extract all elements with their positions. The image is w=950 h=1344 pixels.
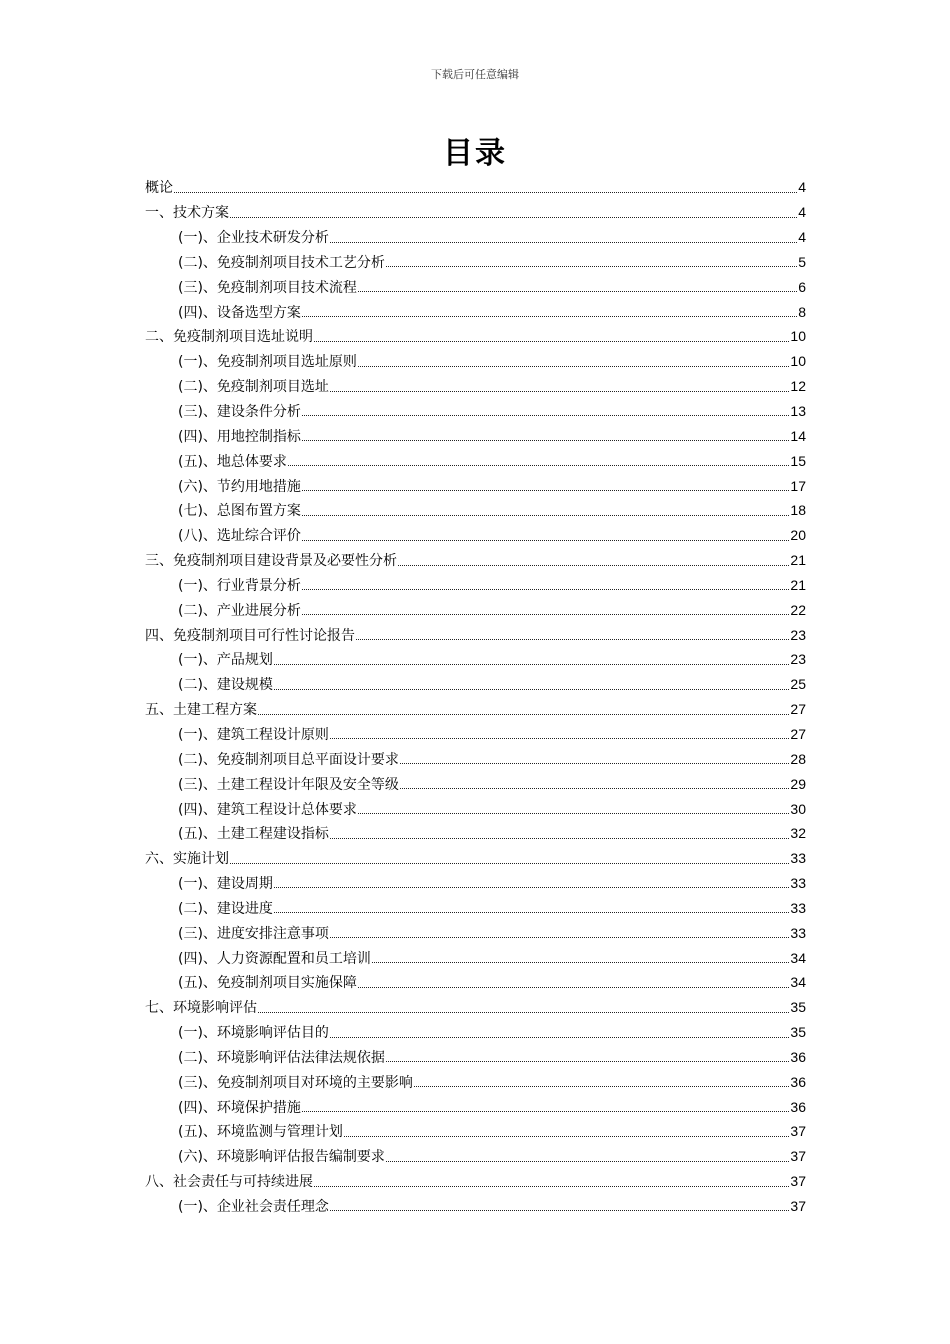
toc-entry[interactable] xyxy=(145,1119,806,1144)
toc-entry[interactable] xyxy=(145,1020,806,1045)
toc-entry-page-number: 33 xyxy=(790,850,806,867)
toc-entry-title: 五、土建工程方案 xyxy=(145,702,257,719)
toc-entry-page-number: 17 xyxy=(790,477,806,494)
dot-leader xyxy=(274,887,789,888)
dot-leader xyxy=(314,341,789,342)
toc-entry-page-number: 37 xyxy=(790,1123,806,1140)
toc-entry-title: (二)、建设进度 xyxy=(178,900,273,917)
toc-entry[interactable] xyxy=(145,448,806,473)
toc-entry[interactable] xyxy=(145,423,806,448)
dot-leader xyxy=(330,242,797,243)
dot-leader xyxy=(356,639,789,640)
toc-entry-title: 六、实施计划 xyxy=(145,851,229,868)
toc-entry[interactable] xyxy=(145,746,806,771)
page-title: 目录 xyxy=(443,136,507,171)
dot-leader xyxy=(358,366,789,367)
toc-entry-page-number: 36 xyxy=(790,1098,806,1115)
toc-entry-title: (二)、环境影响评估法律法规依据 xyxy=(178,1049,385,1066)
dot-leader xyxy=(230,217,797,218)
toc-entry-title: (一)、企业技术研发分析 xyxy=(178,230,329,247)
toc-entry-title: (一)、建设周期 xyxy=(178,876,273,893)
toc-entry[interactable] xyxy=(145,523,806,548)
toc-entry[interactable] xyxy=(145,796,806,821)
toc-entry-page-number: 27 xyxy=(790,701,806,718)
toc-entry-page-number: 20 xyxy=(790,527,806,544)
page-header: 下载后可任意编辑 xyxy=(431,68,519,81)
dot-leader xyxy=(358,291,797,292)
dot-leader xyxy=(372,962,789,963)
toc-entry-page-number: 4 xyxy=(798,179,806,196)
toc-entry-page-number: 4 xyxy=(798,229,806,246)
toc-entry[interactable] xyxy=(145,175,806,200)
dot-leader xyxy=(302,515,789,516)
dot-leader xyxy=(302,614,789,615)
toc-entry[interactable] xyxy=(145,622,806,647)
toc-entry-title: (六)、节约用地措施 xyxy=(178,478,301,495)
toc-entry[interactable] xyxy=(145,995,806,1020)
toc-entry[interactable] xyxy=(145,920,806,945)
toc-entry-page-number: 32 xyxy=(790,825,806,842)
dot-leader xyxy=(358,987,789,988)
dot-leader xyxy=(386,266,797,267)
dot-leader xyxy=(330,1210,789,1211)
dot-leader xyxy=(302,540,789,541)
toc-entry[interactable] xyxy=(145,1069,806,1094)
toc-entry[interactable] xyxy=(145,374,806,399)
toc-entry-page-number: 33 xyxy=(790,899,806,916)
toc-entry[interactable] xyxy=(145,697,806,722)
toc-entry[interactable] xyxy=(145,672,806,697)
toc-entry-page-number: 36 xyxy=(790,1048,806,1065)
toc-entry-title: (五)、环境监测与管理计划 xyxy=(178,1124,343,1141)
dot-leader xyxy=(302,415,789,416)
toc-entry-title: 八、社会责任与可持续进展 xyxy=(145,1174,313,1191)
toc-entry[interactable] xyxy=(145,498,806,523)
toc-entry[interactable] xyxy=(145,945,806,970)
toc-entry-title: (三)、免疫制剂项目对环境的主要影响 xyxy=(178,1074,413,1091)
dot-leader xyxy=(414,1086,789,1087)
toc-entry[interactable] xyxy=(145,274,806,299)
toc-entry[interactable] xyxy=(145,299,806,324)
toc-entry-title: (一)、免疫制剂项目选址原则 xyxy=(178,354,357,371)
dot-leader xyxy=(344,1136,789,1137)
toc-entry[interactable] xyxy=(145,473,806,498)
dot-leader xyxy=(358,813,789,814)
dot-leader xyxy=(330,937,789,938)
toc-entry-page-number: 37 xyxy=(790,1198,806,1215)
toc-entry-title: (二)、产业进展分析 xyxy=(178,602,301,619)
dot-leader xyxy=(330,391,789,392)
toc-entry-page-number: 34 xyxy=(790,949,806,966)
toc-entry-title: 概论 xyxy=(145,180,173,197)
toc-entry-title: (三)、进度安排注意事项 xyxy=(178,925,329,942)
toc-entry[interactable] xyxy=(145,573,806,598)
toc-entry-title: (三)、建设条件分析 xyxy=(178,404,301,421)
dot-leader xyxy=(314,1186,789,1187)
toc-entry[interactable] xyxy=(145,1194,806,1219)
toc-entry-page-number: 30 xyxy=(790,800,806,817)
dot-leader xyxy=(258,1012,789,1013)
table-of-contents xyxy=(145,175,806,1218)
toc-entry-title: (四)、建筑工程设计总体要求 xyxy=(178,801,357,818)
toc-entry-title: (一)、产品规划 xyxy=(178,652,273,669)
toc-entry-title: (四)、环境保护措施 xyxy=(178,1099,301,1116)
dot-leader xyxy=(274,689,789,690)
dot-leader xyxy=(330,838,789,839)
toc-entry-page-number: 15 xyxy=(790,452,806,469)
toc-entry[interactable] xyxy=(145,722,806,747)
toc-entry-page-number: 37 xyxy=(790,1148,806,1165)
toc-entry-title: (四)、人力资源配置和员工培训 xyxy=(178,950,371,967)
toc-entry-page-number: 13 xyxy=(790,403,806,420)
dot-leader xyxy=(274,664,789,665)
dot-leader xyxy=(230,863,789,864)
toc-entry[interactable] xyxy=(145,821,806,846)
dot-leader xyxy=(288,465,789,466)
toc-entry[interactable] xyxy=(145,349,806,374)
dot-leader xyxy=(302,440,789,441)
toc-entry-page-number: 18 xyxy=(790,502,806,519)
toc-entry-page-number: 33 xyxy=(790,924,806,941)
toc-entry-title: (五)、土建工程建设指标 xyxy=(178,826,329,843)
toc-entry-page-number: 4 xyxy=(798,204,806,221)
toc-entry[interactable] xyxy=(145,771,806,796)
toc-entry[interactable] xyxy=(145,1094,806,1119)
toc-entry-title: (八)、选址综合评价 xyxy=(178,528,301,545)
toc-entry-page-number: 5 xyxy=(798,253,806,270)
toc-entry[interactable] xyxy=(145,399,806,424)
toc-entry[interactable] xyxy=(145,1144,806,1169)
dot-leader xyxy=(302,316,797,317)
toc-entry-title: (五)、地总体要求 xyxy=(178,453,287,470)
dot-leader xyxy=(302,490,789,491)
toc-entry-page-number: 6 xyxy=(798,278,806,295)
toc-entry-page-number: 22 xyxy=(790,601,806,618)
toc-entry[interactable] xyxy=(145,895,806,920)
toc-entry-page-number: 35 xyxy=(790,999,806,1016)
toc-entry-title: (四)、用地控制指标 xyxy=(178,428,301,445)
toc-entry-page-number: 10 xyxy=(790,353,806,370)
dot-leader xyxy=(386,1061,789,1062)
toc-entry-page-number: 12 xyxy=(790,378,806,395)
toc-entry-title: (二)、建设规模 xyxy=(178,677,273,694)
toc-entry[interactable] xyxy=(145,324,806,349)
toc-entry-page-number: 8 xyxy=(798,303,806,320)
toc-entry[interactable] xyxy=(145,225,806,250)
toc-entry[interactable] xyxy=(145,1045,806,1070)
toc-entry-page-number: 36 xyxy=(790,1073,806,1090)
toc-entry-page-number: 25 xyxy=(790,676,806,693)
toc-entry-title: (一)、建筑工程设计原则 xyxy=(178,726,329,743)
toc-entry-title: 一、技术方案 xyxy=(145,205,229,222)
toc-entry-page-number: 10 xyxy=(790,328,806,345)
dot-leader xyxy=(330,1037,789,1038)
toc-entry-page-number: 23 xyxy=(790,651,806,668)
dot-leader xyxy=(398,565,789,566)
dot-leader xyxy=(174,192,797,193)
toc-entry[interactable] xyxy=(145,548,806,573)
dot-leader xyxy=(258,714,789,715)
toc-entry-title: (二)、免疫制剂项目总平面设计要求 xyxy=(178,751,399,768)
toc-entry-title: (一)、环境影响评估目的 xyxy=(178,1025,329,1042)
toc-entry[interactable] xyxy=(145,871,806,896)
toc-entry-page-number: 14 xyxy=(790,427,806,444)
dot-leader xyxy=(400,763,789,764)
toc-entry-page-number: 34 xyxy=(790,974,806,991)
toc-entry-title: 二、免疫制剂项目选址说明 xyxy=(145,329,313,346)
toc-entry-title: 三、免疫制剂项目建设背景及必要性分析 xyxy=(145,553,397,570)
toc-entry[interactable] xyxy=(145,970,806,995)
toc-entry-page-number: 23 xyxy=(790,626,806,643)
toc-entry[interactable] xyxy=(145,200,806,225)
toc-entry[interactable] xyxy=(145,1169,806,1194)
toc-entry-page-number: 27 xyxy=(790,725,806,742)
dot-leader xyxy=(274,912,789,913)
toc-entry-page-number: 37 xyxy=(790,1173,806,1190)
toc-entry[interactable] xyxy=(145,647,806,672)
toc-entry-title: (五)、免疫制剂项目实施保障 xyxy=(178,975,357,992)
toc-entry-title: (一)、行业背景分析 xyxy=(178,577,301,594)
toc-entry-title: (二)、免疫制剂项目技术工艺分析 xyxy=(178,254,385,271)
dot-leader xyxy=(386,1161,789,1162)
toc-entry-title: (三)、免疫制剂项目技术流程 xyxy=(178,279,357,296)
toc-entry-title: (二)、免疫制剂项目选址 xyxy=(178,379,329,396)
dot-leader xyxy=(302,589,789,590)
toc-entry-page-number: 35 xyxy=(790,1024,806,1041)
toc-entry-page-number: 21 xyxy=(790,552,806,569)
toc-entry-title: 四、免疫制剂项目可行性讨论报告 xyxy=(145,627,355,644)
toc-entry-title: (四)、设备选型方案 xyxy=(178,304,301,321)
toc-entry-title: (七)、总图布置方案 xyxy=(178,503,301,520)
toc-entry[interactable] xyxy=(145,250,806,275)
toc-entry-title: (三)、土建工程设计年限及安全等级 xyxy=(178,776,399,793)
dot-leader xyxy=(302,1111,789,1112)
toc-entry-title: (六)、环境影响评估报告编制要求 xyxy=(178,1149,385,1166)
toc-entry[interactable] xyxy=(145,846,806,871)
toc-entry-title: 七、环境影响评估 xyxy=(145,1000,257,1017)
toc-entry-page-number: 21 xyxy=(790,576,806,593)
dot-leader xyxy=(400,788,789,789)
toc-entry-page-number: 29 xyxy=(790,775,806,792)
toc-entry-page-number: 33 xyxy=(790,875,806,892)
toc-entry-title: (一)、企业社会责任理念 xyxy=(178,1199,329,1216)
dot-leader xyxy=(330,738,789,739)
toc-entry[interactable] xyxy=(145,597,806,622)
toc-entry-page-number: 28 xyxy=(790,750,806,767)
